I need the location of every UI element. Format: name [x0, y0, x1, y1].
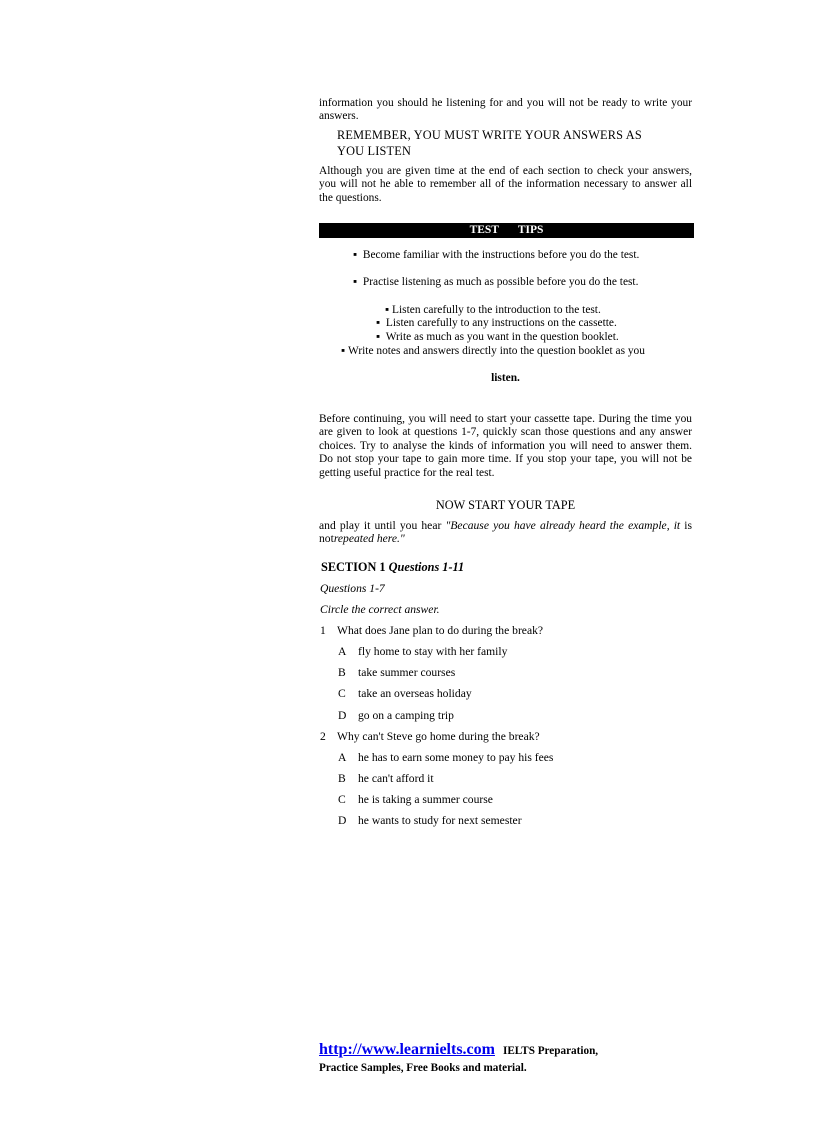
question-text: What does Jane plan to do during the break? — [337, 624, 544, 637]
remember-notice — [337, 128, 677, 159]
test-tips-heading — [319, 223, 694, 238]
now-start-notice: NOW START YOUR TAPE — [435, 498, 576, 512]
option-text: he is taking a summer course — [358, 793, 493, 806]
question-1 — [320, 624, 543, 637]
option-letter: D — [338, 709, 347, 722]
tip-item — [341, 345, 689, 359]
test-tips-word-1: TEST — [469, 224, 499, 236]
question-number: 1 — [320, 624, 326, 637]
option-text: take summer courses — [358, 666, 456, 679]
section-label: SECTION 1 — [321, 560, 386, 574]
tip-last-word: listen. — [491, 372, 520, 384]
option-2b[interactable] — [338, 772, 434, 785]
play-instruction — [319, 519, 692, 546]
option-letter: D — [338, 814, 347, 827]
play-quote-1: "Because you have already heard the example, it — [445, 519, 681, 532]
footer — [319, 1041, 598, 1074]
tip-text: Become familiar with the instructions before you do the test. — [362, 249, 640, 261]
learnielts-link[interactable]: http://www.learnielts.com — [319, 1041, 495, 1058]
question-2 — [320, 730, 540, 743]
tip-item — [376, 331, 690, 345]
tip-item — [385, 304, 690, 318]
test-tips-word-2: TIPS — [517, 224, 544, 236]
option-1d[interactable] — [338, 709, 454, 722]
question-number: 2 — [320, 730, 326, 743]
bullet-icon: ▪ — [353, 276, 358, 288]
option-letter: A — [338, 645, 347, 658]
option-text: go on a camping trip — [358, 709, 454, 722]
option-text: take an overseas holiday — [358, 687, 472, 700]
tip-text: Listen carefully to any instructions on the cassette. — [385, 317, 617, 329]
check-answers-paragraph: Although you are given time at the end of each section to check your answers, you will not he able to remember all of the information necessary to answer all the questions. — [319, 165, 692, 204]
option-letter: C — [338, 793, 346, 806]
play-prefix: and play it until you hear — [319, 519, 442, 532]
option-letter: A — [338, 751, 347, 764]
option-text: he wants to study for next semester — [358, 814, 522, 827]
option-2c[interactable] — [338, 793, 493, 806]
intro-paragraph: information you should he listening for and you will not be ready to write your answers. — [319, 97, 692, 123]
option-letter: B — [338, 772, 346, 785]
question-text: Why can't Steve go home during the break? — [337, 730, 540, 743]
before-continuing-paragraph: Before continuing, you will need to start your cassette tape. During the time you are given to look at questions 1-7, quickly scan those questions and any answer choices. Try to analyse the kinds of information you will need to answer them. Do not stop your tape to gain more time. If you stop your tape, you will not be getting useful practice for the real test. — [319, 413, 692, 479]
option-1b[interactable] — [338, 666, 455, 679]
tip-item — [376, 317, 690, 331]
footer-text-2: Practice Samples, Free Books and material. — [319, 1062, 527, 1074]
option-2d[interactable] — [338, 814, 522, 827]
tip-text: Write notes and answers directly into the question booklet as you — [348, 345, 645, 357]
option-2a[interactable] — [338, 751, 553, 764]
bullet-icon: ▪ — [353, 249, 358, 261]
option-text: fly home to stay with her family — [358, 645, 508, 658]
bullet-icon: ▪ — [376, 317, 381, 329]
tip-text: Write as much as you want in the question booklet. — [385, 331, 619, 343]
instruction: Circle the correct answer. — [320, 603, 440, 616]
section-range: Questions 1-11 — [388, 560, 465, 574]
option-1c[interactable] — [338, 687, 472, 700]
option-letter: C — [338, 687, 346, 700]
tip-text: Listen carefully to the introduction to the test. — [392, 304, 601, 316]
remember-line-2: YOU LISTEN — [337, 143, 412, 158]
tip-item — [353, 276, 688, 290]
option-1a[interactable] — [338, 645, 507, 658]
footer-text-1: IELTS Preparation, — [502, 1045, 599, 1057]
option-letter: B — [338, 666, 346, 679]
remember-line-1: REMEMBER, YOU MUST WRITE YOUR ANSWERS AS — [337, 128, 642, 142]
play-quote-2: repeated here." — [333, 532, 405, 546]
play-is-not: is not — [319, 519, 693, 546]
option-text: he has to earn some money to pay his fees — [358, 751, 554, 764]
sub-range: Questions 1-7 — [320, 582, 385, 595]
bullet-icon: ▪ — [376, 331, 381, 343]
option-text: he can't afford it — [358, 772, 434, 785]
tip-item — [353, 249, 688, 263]
tip-text: Practise listening as much as possible before you do the test. — [362, 276, 639, 288]
bullet-icon: ▪ — [341, 345, 346, 357]
section-heading — [321, 560, 464, 575]
bullet-icon: ▪ — [385, 304, 390, 316]
